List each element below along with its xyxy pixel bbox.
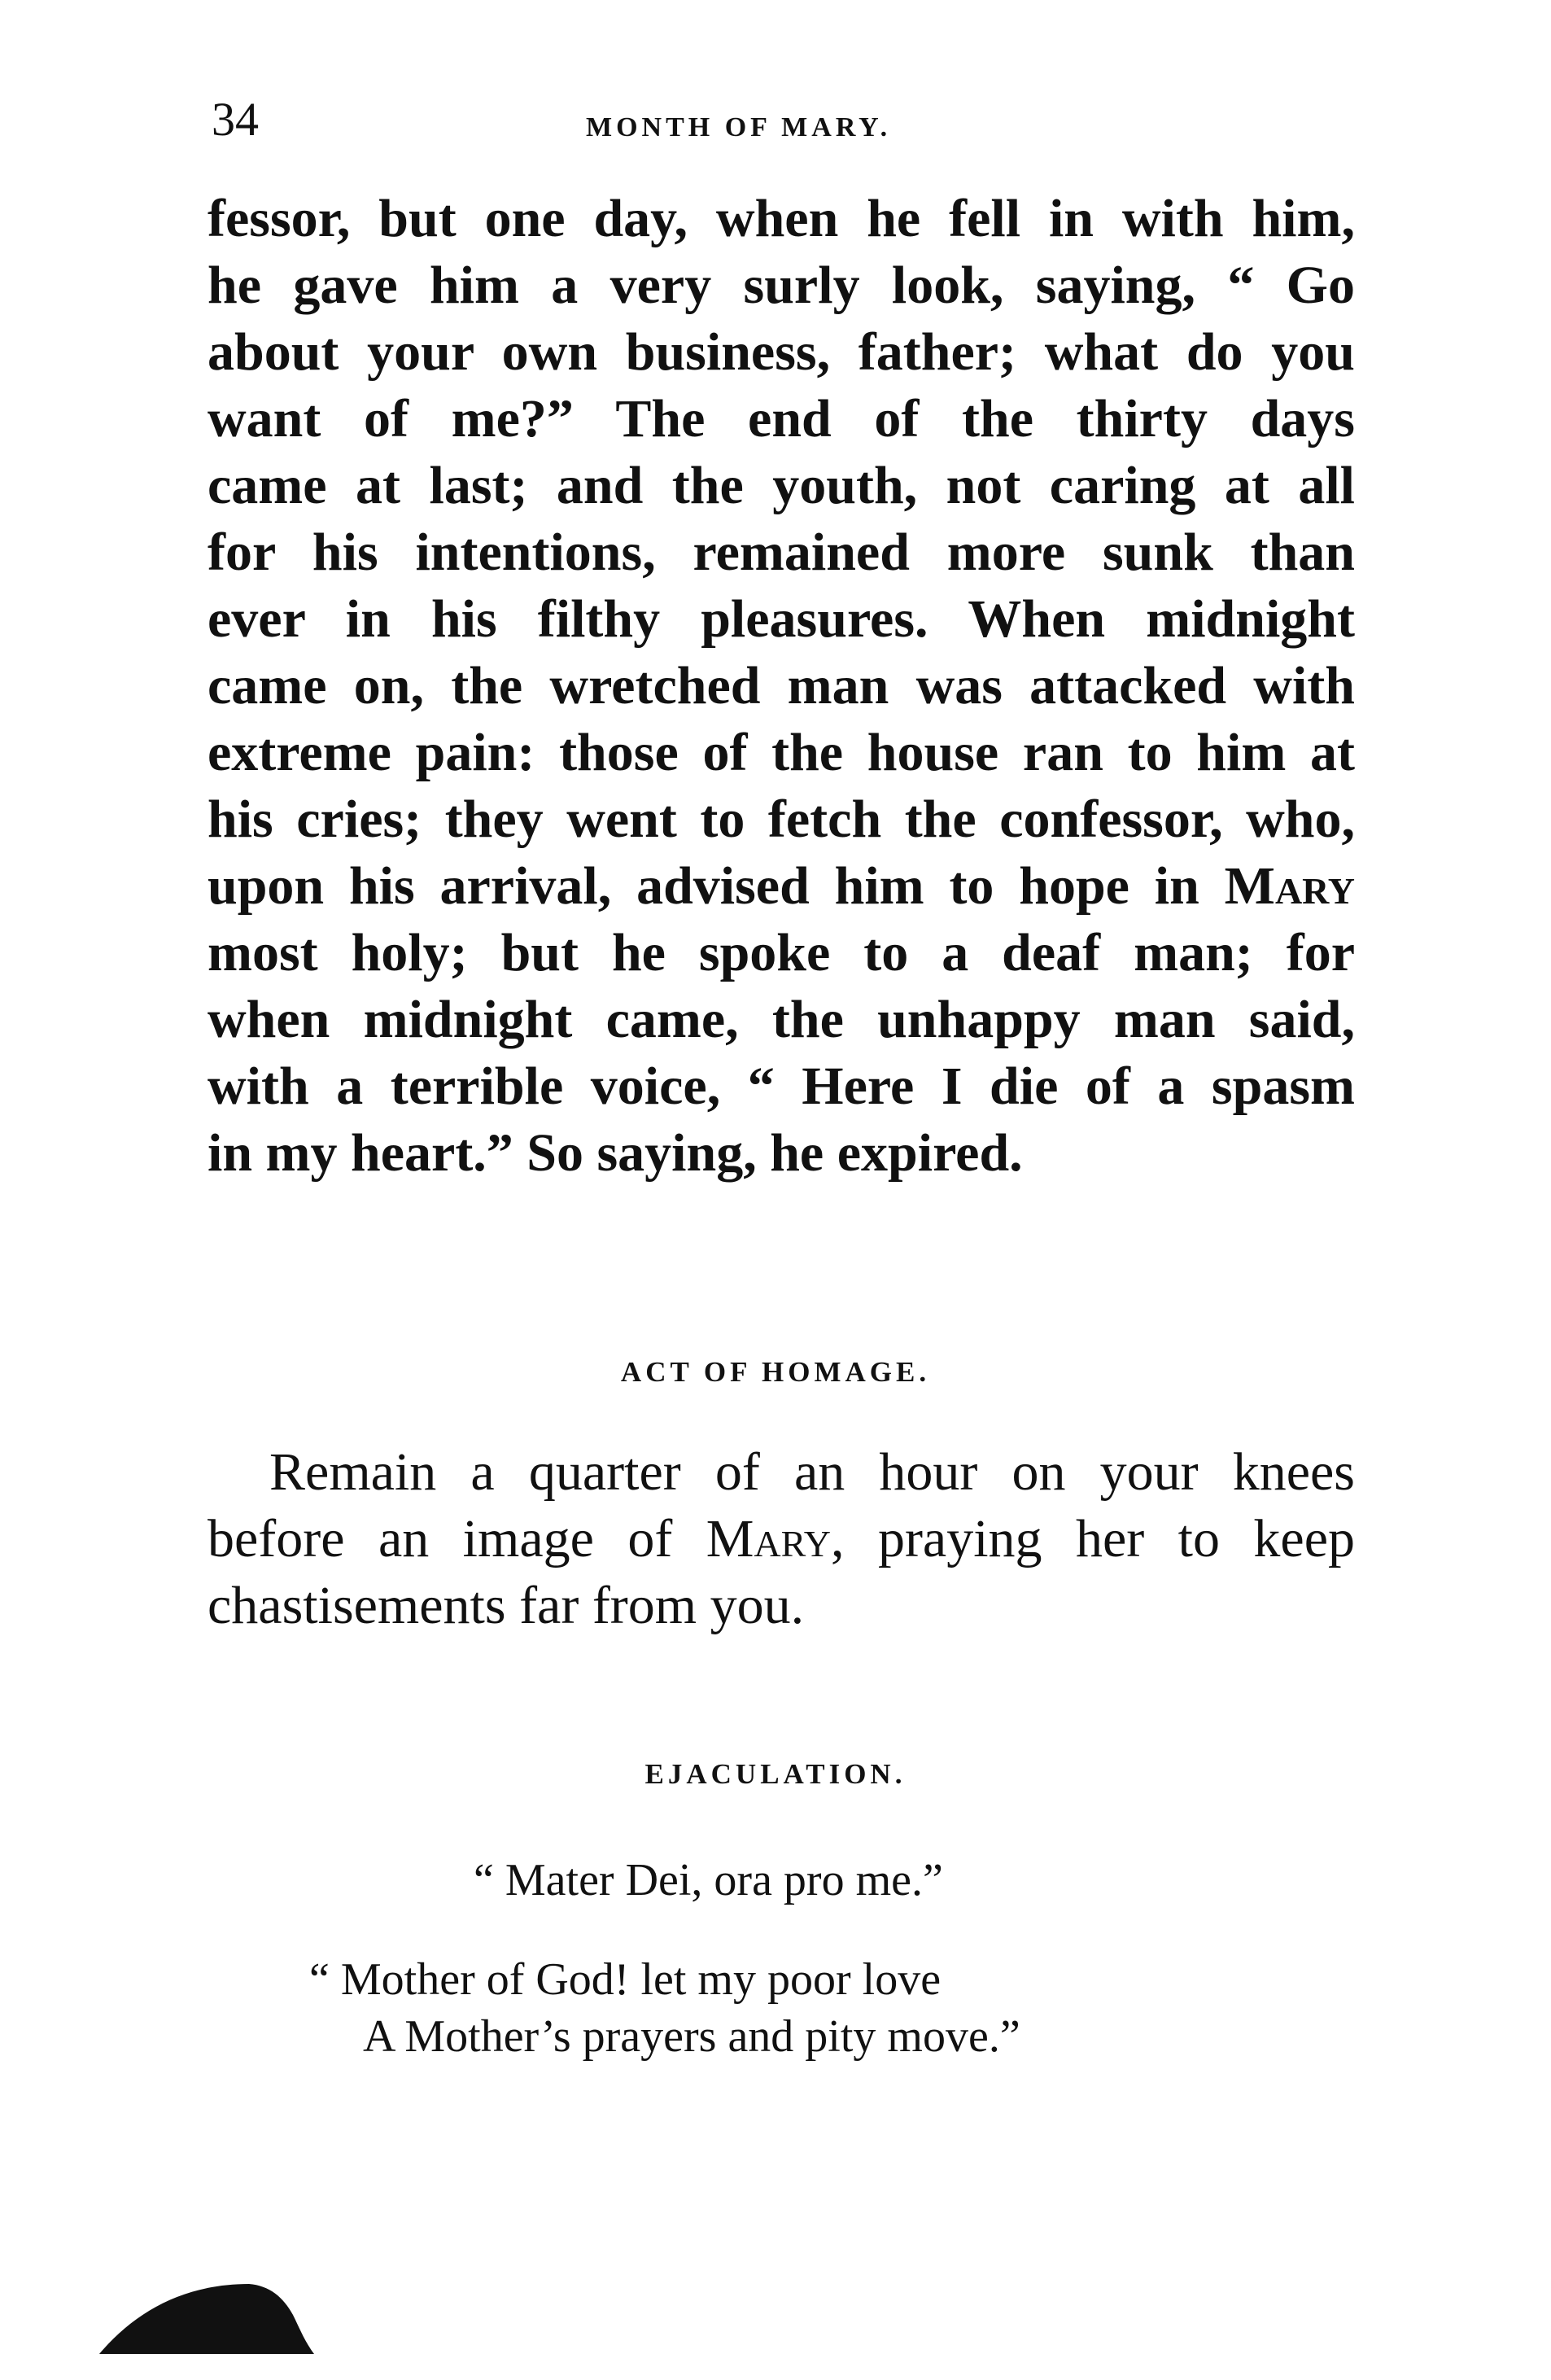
text-line: extreme pain: those of the house ran to him at	[208, 723, 1355, 782]
name-mary: Mary	[706, 1509, 832, 1568]
ornament-icon	[94, 2279, 316, 2356]
text-line: ever in his filthy pleasures. When midnight	[208, 589, 1355, 649]
text-line: came on, the wretched man was attacked with	[208, 656, 1355, 715]
text-line-with-name	[208, 853, 1355, 920]
text-line: about your own business, father; what do you	[208, 322, 1355, 382]
section-heading-ejaculation: EJACULATION.	[644, 1758, 907, 1790]
text-line: came at last; and the youth, not caring at all	[208, 456, 1355, 515]
running-head: MONTH OF MARY.	[586, 112, 892, 142]
text-line: in my heart.” So saying, he expired.	[208, 1123, 1023, 1183]
text-line: fessor, but one day, when he fell in with him,	[208, 189, 1355, 248]
text-line-with-name	[208, 1506, 1355, 1573]
verse-line: A Mother’s prayers and pity move.”	[363, 2011, 1020, 2062]
ejaculation-latin: “ Mater Dei, ora pro me.”	[474, 1855, 943, 1905]
page-number: 34	[212, 93, 259, 146]
text-line: most holy; but he spoke to a deaf man; for	[208, 923, 1355, 982]
text-line: Remain a quarter of an hour on your knees	[269, 1442, 1355, 1502]
text-line: with a terrible voice, “ Here I die of a spasm	[208, 1057, 1355, 1116]
section-heading-act-of-homage: ACT OF HOMAGE.	[620, 1356, 931, 1388]
text-segment: , praying her to keep	[831, 1509, 1355, 1568]
main-paragraph	[208, 186, 1355, 1187]
text-line: he gave him a very surly look, saying, “ Go	[208, 256, 1355, 315]
text-line: for his intentions, remained more sunk than	[208, 523, 1355, 582]
text-line: chastisements far from you.	[208, 1576, 805, 1635]
text-segment: upon his arrival, advised him to hope in	[208, 856, 1199, 916]
name-mary: Mary	[1224, 856, 1355, 916]
verse-line: “ Mother of God! let my poor love	[309, 1954, 942, 2005]
text-segment: before an image of	[208, 1509, 673, 1568]
text-line: his cries; they went to fetch the confessor, who,	[208, 790, 1355, 849]
act-of-homage-paragraph	[208, 1439, 1355, 1639]
text-line: want of me?” The end of the thirty days	[208, 389, 1355, 448]
text-line: when midnight came, the unhappy man said,	[208, 990, 1355, 1049]
